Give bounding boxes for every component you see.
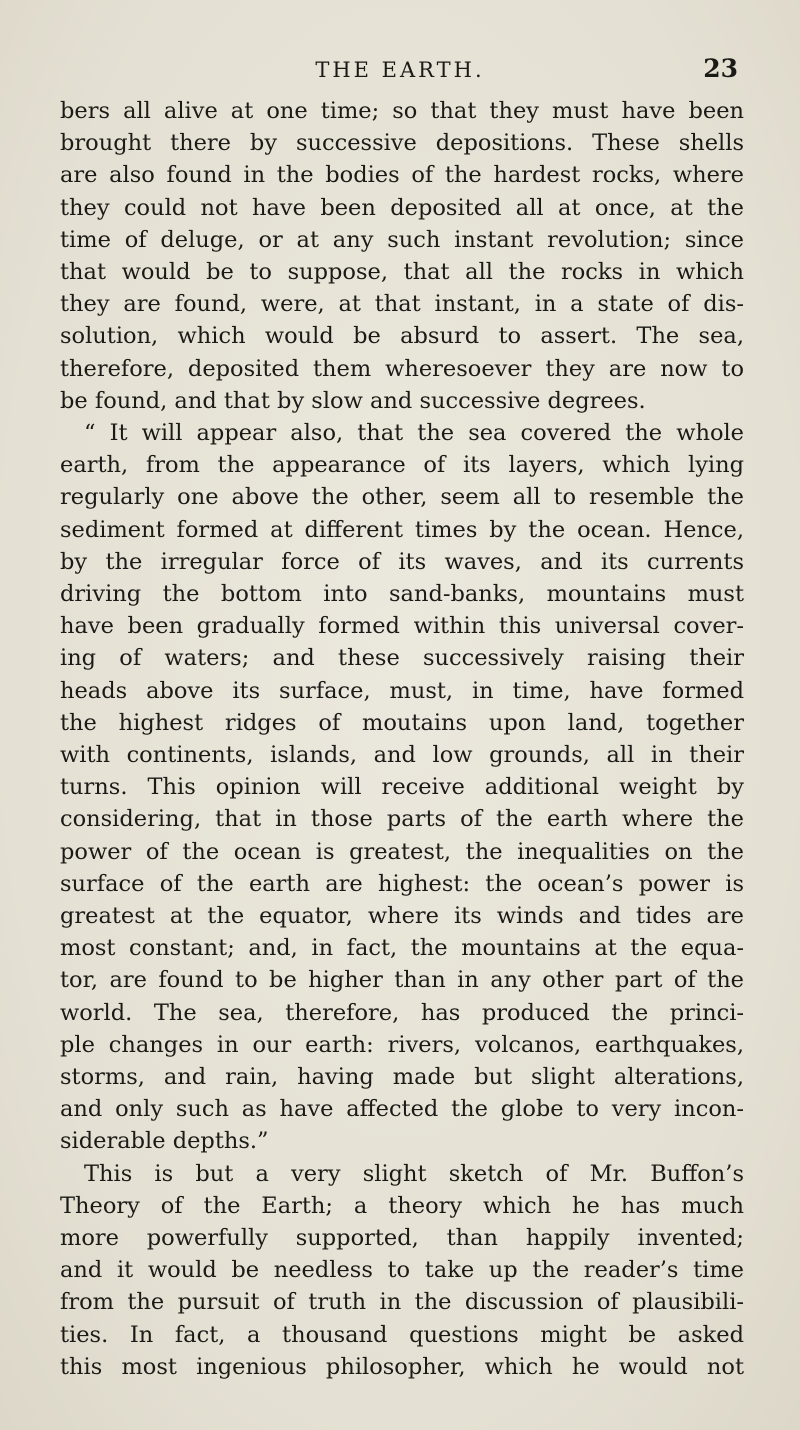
- text-line: earth, from the appearance of its layers, which lying: [60, 452, 744, 479]
- text-line: tor, are found to be higher than in any other part of the: [60, 967, 744, 994]
- text-line: the highest ridges of moutains upon land, together: [60, 709, 744, 736]
- text-line: turns. This opinion will receive additional weight by: [60, 774, 744, 801]
- text-line: therefore, deposited them wheresoever they are now to: [60, 355, 744, 382]
- text-line: power of the ocean is greatest, the inequalities on the: [60, 838, 744, 865]
- text-line: regularly one above the other, seem all to resemble the: [60, 484, 744, 511]
- text-line: ties. In fact, a thousand questions might be asked: [60, 1321, 744, 1348]
- text-line: time of deluge, or at any such instant revolution; since: [60, 226, 744, 253]
- text-line: surface of the earth are highest: the ocean’s power is: [60, 870, 744, 897]
- text-line: be found, and that by slow and successive degrees.: [60, 387, 646, 414]
- text-line: world. The sea, therefore, has produced the princi-: [60, 999, 744, 1026]
- text-line: ple changes in our earth: rivers, volcanos, earthquakes,: [60, 1031, 744, 1058]
- running-title: THE EARTH.: [315, 58, 485, 82]
- text-line: This is but a very slight sketch of Mr. Buffon’s: [84, 1160, 744, 1187]
- text-line: this most ingenious philosopher, which he would not: [60, 1353, 744, 1380]
- text-line: more powerfully supported, than happily invented;: [60, 1225, 744, 1251]
- text-line: are also found in the bodies of the hardest rocks, where: [60, 162, 744, 189]
- text-line: by the irregular force of its waves, and its currents: [60, 548, 744, 575]
- text-line: “ It will appear also, that the sea covered the whole: [84, 420, 744, 446]
- text-line: heads above its surface, must, in time, have formed: [60, 677, 744, 704]
- text-line: and it would be needless to take up the reader’s time: [60, 1257, 744, 1284]
- text-line: storms, and rain, having made but slight alterations,: [60, 1064, 744, 1090]
- text-line: considering, that in those parts of the earth where the: [60, 806, 744, 833]
- text-line: that would be to suppose, that all the rocks in which: [60, 259, 744, 285]
- text-line: Theory of the Earth; a theory which he has much: [60, 1192, 744, 1219]
- text-line: bers all alive at one time; so that they must have been: [60, 98, 744, 124]
- text-line: from the pursuit of truth in the discussion of plausibili-: [60, 1289, 744, 1316]
- page-number: 23: [703, 54, 738, 83]
- text-line: solution, which would be absurd to assert. The sea,: [60, 323, 744, 350]
- text-line: most constant; and, in fact, the mountains at the equa-: [60, 935, 744, 962]
- text-line: siderable depths.”: [60, 1128, 269, 1155]
- running-head: [0, 54, 800, 88]
- text-line: greatest at the equator, where its winds and tides are: [60, 903, 744, 929]
- text-line: with continents, islands, and low grounds, all in their: [60, 742, 744, 768]
- text-line: have been gradually formed within this universal cover-: [60, 613, 744, 640]
- text-line: they could not have been deposited all at once, at the: [60, 194, 744, 221]
- text-line: brought there by successive depositions. These shells: [60, 130, 744, 157]
- text-line: and only such as have affected the globe to very incon-: [60, 1096, 744, 1123]
- text-line: driving the bottom into sand-banks, mountains must: [60, 581, 744, 607]
- text-line: ing of waters; and these successively raising their: [60, 645, 744, 672]
- text-line: sediment formed at different times by the ocean. Hence,: [60, 516, 744, 543]
- text-line: they are found, were, at that instant, in a state of dis-: [60, 291, 744, 318]
